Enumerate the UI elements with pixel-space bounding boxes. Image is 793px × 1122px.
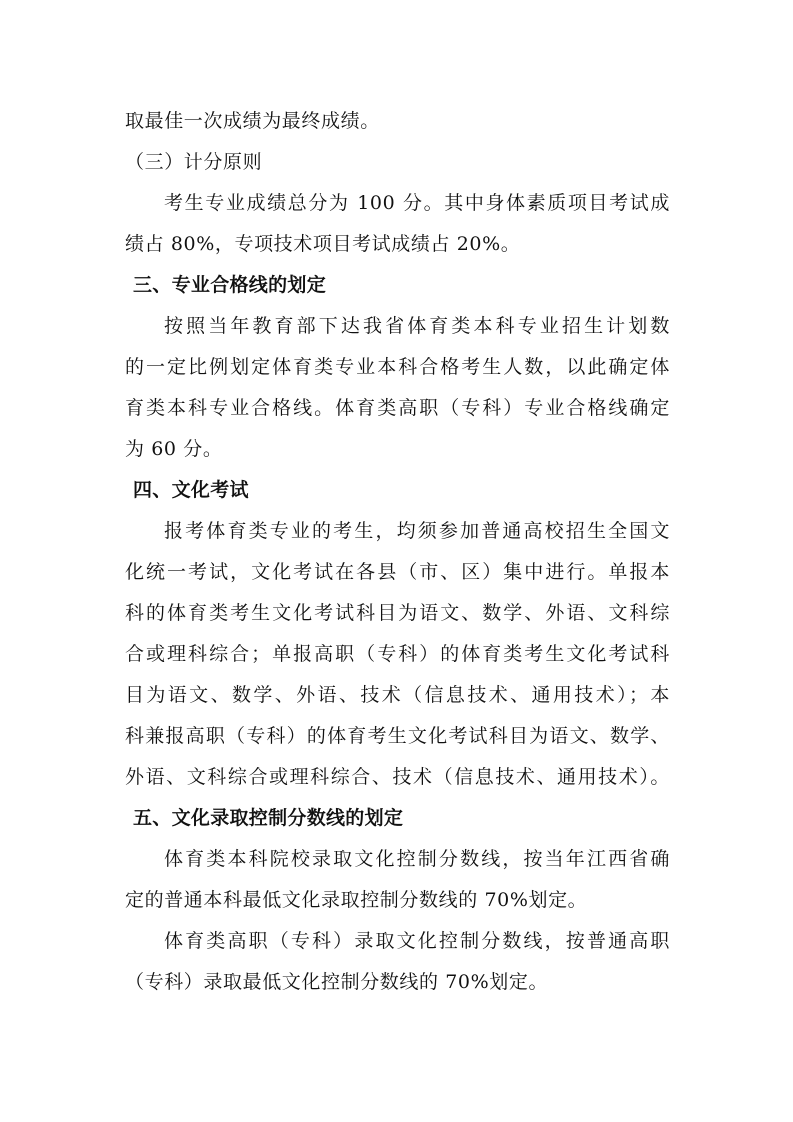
body-line: 取最佳一次成绩为最终成绩。 <box>125 110 380 132</box>
body-line: （专科）录取最低文化控制分数线的 70%划定。 <box>125 971 549 993</box>
body-line: 外语、文科综合或理科综合、技术（信息技术、通用技术）。 <box>125 766 670 788</box>
body-line: 按照当年教育部下达我省体育类本科专业招生计划数 <box>164 315 670 337</box>
document-body <box>125 101 670 1003</box>
body-line: 体育类高职（专科）录取文化控制分数线，按普通高职 <box>164 930 670 952</box>
body-line: 科的体育类考生文化考试科目为语文、数学、外语、文科综 <box>125 602 670 624</box>
body-line: 化统一考试，文化考试在各县（市、区）集中进行。单报本 <box>125 561 670 583</box>
body-line: 为 60 分。 <box>125 438 223 460</box>
body-line: 绩占 80%，专项技术项目考试成绩占 20%。 <box>125 233 521 255</box>
body-line: 目为语文、数学、外语、技术（信息技术、通用技术）；本 <box>125 684 670 706</box>
body-line: 合或理科综合；单报高职（专科）的体育类考生文化考试科 <box>125 643 670 665</box>
body-line: 育类本科专业合格线。体育类高职（专科）专业合格线确定 <box>125 397 670 419</box>
section-heading-admission-score-line: 五、文化录取控制分数线的划定 <box>133 807 404 829</box>
body-line: 报考体育类专业的考生，均须参加普通高校招生全国文 <box>164 520 670 542</box>
section-heading-qualification-line: 三、专业合格线的划定 <box>133 274 327 296</box>
section-heading-cultural-exam: 四、文化考试 <box>133 479 249 501</box>
body-line: 体育类本科院校录取文化控制分数线，按当年江西省确 <box>164 848 670 870</box>
body-line: 考生专业成绩总分为 100 分。其中身体素质项目考试成 <box>164 192 670 214</box>
subsection-heading-scoring-principles: （三）计分原则 <box>125 151 263 173</box>
body-line: 定的普通本科最低文化录取控制分数线的 70%划定。 <box>125 889 588 911</box>
body-line: 科兼报高职（专科）的体育考生文化考试科目为语文、数学、 <box>125 725 670 747</box>
body-line: 的一定比例划定体育类专业本科合格考生人数，以此确定体 <box>125 356 670 378</box>
